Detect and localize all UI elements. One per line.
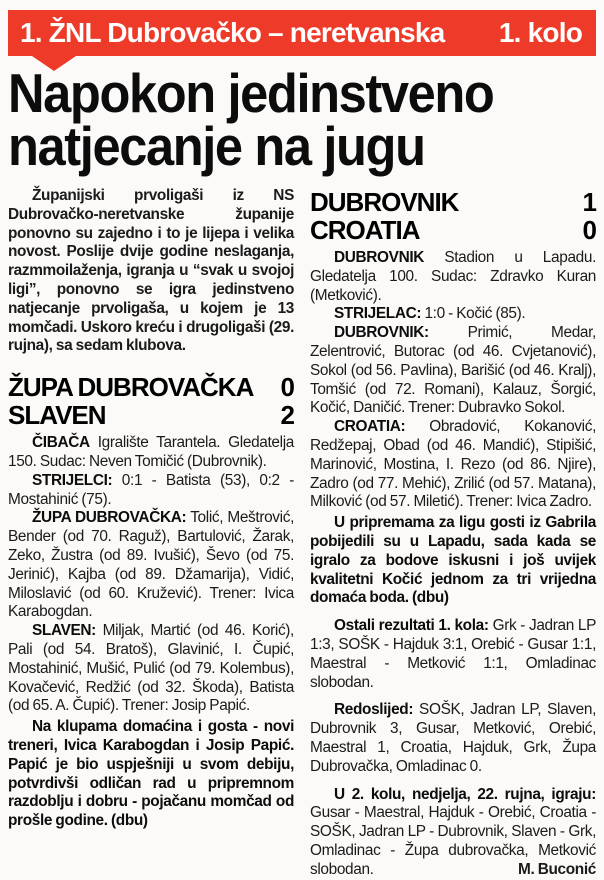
match2-home-lineup — [310, 324, 596, 418]
match2-home-team: DUBROVNIK — [310, 187, 459, 217]
match2-venue — [310, 249, 596, 305]
other-results — [310, 617, 596, 692]
article-columns — [8, 187, 596, 880]
intro-paragraph: Županijski prvoligaši iz NS Dubrovačko-neretvanske županije ponovno su zajedno i to je lijepa i velika novost. Poslije dvije godine neslaganja, razmmoilaženja, igranja u “svak u svojoj ligi”, ponovno se igra jedinstveno natjecanje prvoligaša, u kojem je 13 momčadi. Uskoro kreću i drugoligaši (29. rujna), sa sedam klubova. — [8, 187, 294, 355]
match1-home-lineup-lead: ŽUPA DUBROVAČKA: — [32, 509, 187, 527]
match1-home-score: 0 — [280, 372, 294, 403]
match1-home-row — [8, 374, 294, 402]
left-column — [8, 187, 294, 880]
match1-home-lineup — [8, 509, 294, 622]
match1-away-score: 2 — [280, 399, 294, 430]
match2-header — [310, 189, 596, 244]
headline-line-2: natjecanje na jugu — [8, 115, 425, 177]
match1-venue-text: Igralište Tarantela. Gledatelja 150. Sudac: Neven Tomičić (Dubrovnik). — [8, 434, 294, 470]
match2-away-lineup-text: Obradović, Kokanović, Redžepaj, Obad (od 46. Mandić), Stipišić, Marinović, Mostina, I. Rezo (od 86. Njire), Zadro (od 77. Mehić), Zrilić (od 57. Matana), Milković (od 57. Miletić). Trener: Ivica Zadro. — [310, 418, 596, 511]
match2-comment: U pripremama za ligu gosti iz Gabrila pobijedili su u Lapadu, sada kada se igralo za bodove iskusni i još uvijek kvalitetni Kočić jednom za tri vrijedna domaća boda. (dbu) — [310, 514, 596, 607]
standings — [310, 701, 596, 776]
right-column — [310, 187, 596, 880]
standings-text: SOŠK, Jadran LP, Slaven, Dubrovnik 3, Gusar, Metković, Orebić, Maestral 1, Croatia, Hajduk, Grk, Župa Dubrovačka, Omladinac 0. — [310, 701, 596, 775]
match2-away-score: 0 — [582, 214, 596, 245]
next-round-text: Gusar - Maestral, Hajduk - Orebić, Croatia - SOŠK, Jadran LP - Dubrovnik, Slaven - Grk, Omladinac - Župa dubrovačka, Metković slobodan. — [310, 804, 596, 878]
match2-home-lineup-lead: DUBROVNIK: — [334, 324, 429, 342]
match1-home-lineup-text: Tolić, Meštrović, Bender (od 70. Raguž), Bartulović, Žarak, Zeko, Žustra (od 89. Ivušić), Ševo (od 75. Jerinić), Kajba (od 89. Džamarija), Vidić, Miloslavić (od 60. Kružević). Trener: Ivica Karabogdan. — [8, 509, 294, 621]
league-banner — [8, 10, 596, 56]
match2-away-lineup — [310, 418, 596, 512]
match1-scorers-text: 0:1 - Batista (53), 0:2 - Mostahinić (75). — [8, 471, 294, 508]
match2-venue-text: Stadion u Lapadu. Gledatelja 100. Sudac: Zdravko Kuran (Metković). — [310, 249, 596, 304]
other-results-lead: Ostali rezultati 1. kola: — [334, 617, 489, 635]
headline-line-1: Napokon jedinstveno — [8, 62, 494, 124]
match1-away-team: SLAVEN — [8, 399, 106, 430]
match2-home-score: 1 — [582, 187, 596, 217]
match1-away-lineup — [8, 622, 294, 716]
match1-comment: Na klupama domaćina i gosta - novi treneri, Ivica Karabogdan i Josip Papić. Papić je bio uspješniji u svom debiju, potvrdivši odličan rad u pripremnom razdoblju i dobru - pojačanu momčad od prošle godine. (dbu) — [8, 718, 294, 830]
match2-venue-lead: DUBROVNIK — [334, 249, 425, 266]
match2-home-row — [310, 189, 596, 217]
match2-away-lineup-lead: CROATIA: — [334, 418, 406, 436]
match1-away-row — [8, 399, 294, 430]
next-round — [310, 786, 596, 880]
other-results-text: Grk - Jadran LP 1:3, SOŠK - Hajduk 3:1, Orebić - Gusar 1:1, Maestral - Metković 1:1, Omladinac slobodan. — [310, 617, 597, 691]
author-byline: M. Buconić — [518, 860, 596, 878]
match1-scorers — [8, 472, 294, 510]
match2-home-lineup-text: Primić, Medar, Zelentrović, Butorac (od 46. Cvjetanović), Sokol (od 56. Pavlina), Barišić (od 46. Kralj), Tomšić (od 72. Romani), Kalauz, Šorgić, Kočić, Daničić. Trener: Dubravko Sokol. — [310, 324, 596, 417]
match1-home-team: ŽUPA DUBROVAČKA — [8, 372, 254, 403]
match1-venue — [8, 434, 294, 472]
match1-away-lineup-text: Miljak, Martić (od 46. Korić), Pali (od 54. Bratoš), Glavinić, I. Čupić, Mostahinić, Mušić, Pulić (od 79. Kolembus), Kovačević, Redžić (od 32. Škoda), Batista (od 65. A. Čupić). Trener: Josip Papić. — [8, 622, 294, 715]
match1-venue-lead: ČIBAČA — [32, 434, 90, 452]
match2-scorers — [310, 305, 596, 324]
match2-scorers-lead: STRIJELAC: — [334, 305, 422, 323]
match1-away-lineup-lead: SLAVEN: — [32, 622, 96, 640]
match1-header — [8, 374, 294, 429]
headline — [8, 62, 549, 177]
match1-scorers-lead: STRIJELCI: — [32, 471, 113, 489]
match2-away-team: CROATIA — [310, 214, 420, 245]
match2-away-row — [310, 214, 596, 245]
next-round-lead: U 2. kolu, nedjelja, 22. rujna, igraju: — [334, 785, 596, 803]
match2-scorers-text: 1:0 - Kočić (85). — [421, 305, 526, 323]
league-name: 1. ŽNL Dubrovačko – neretvanska — [20, 17, 445, 48]
standings-lead: Redoslijed: — [334, 701, 414, 719]
round-label: 1. kolo — [498, 17, 582, 48]
